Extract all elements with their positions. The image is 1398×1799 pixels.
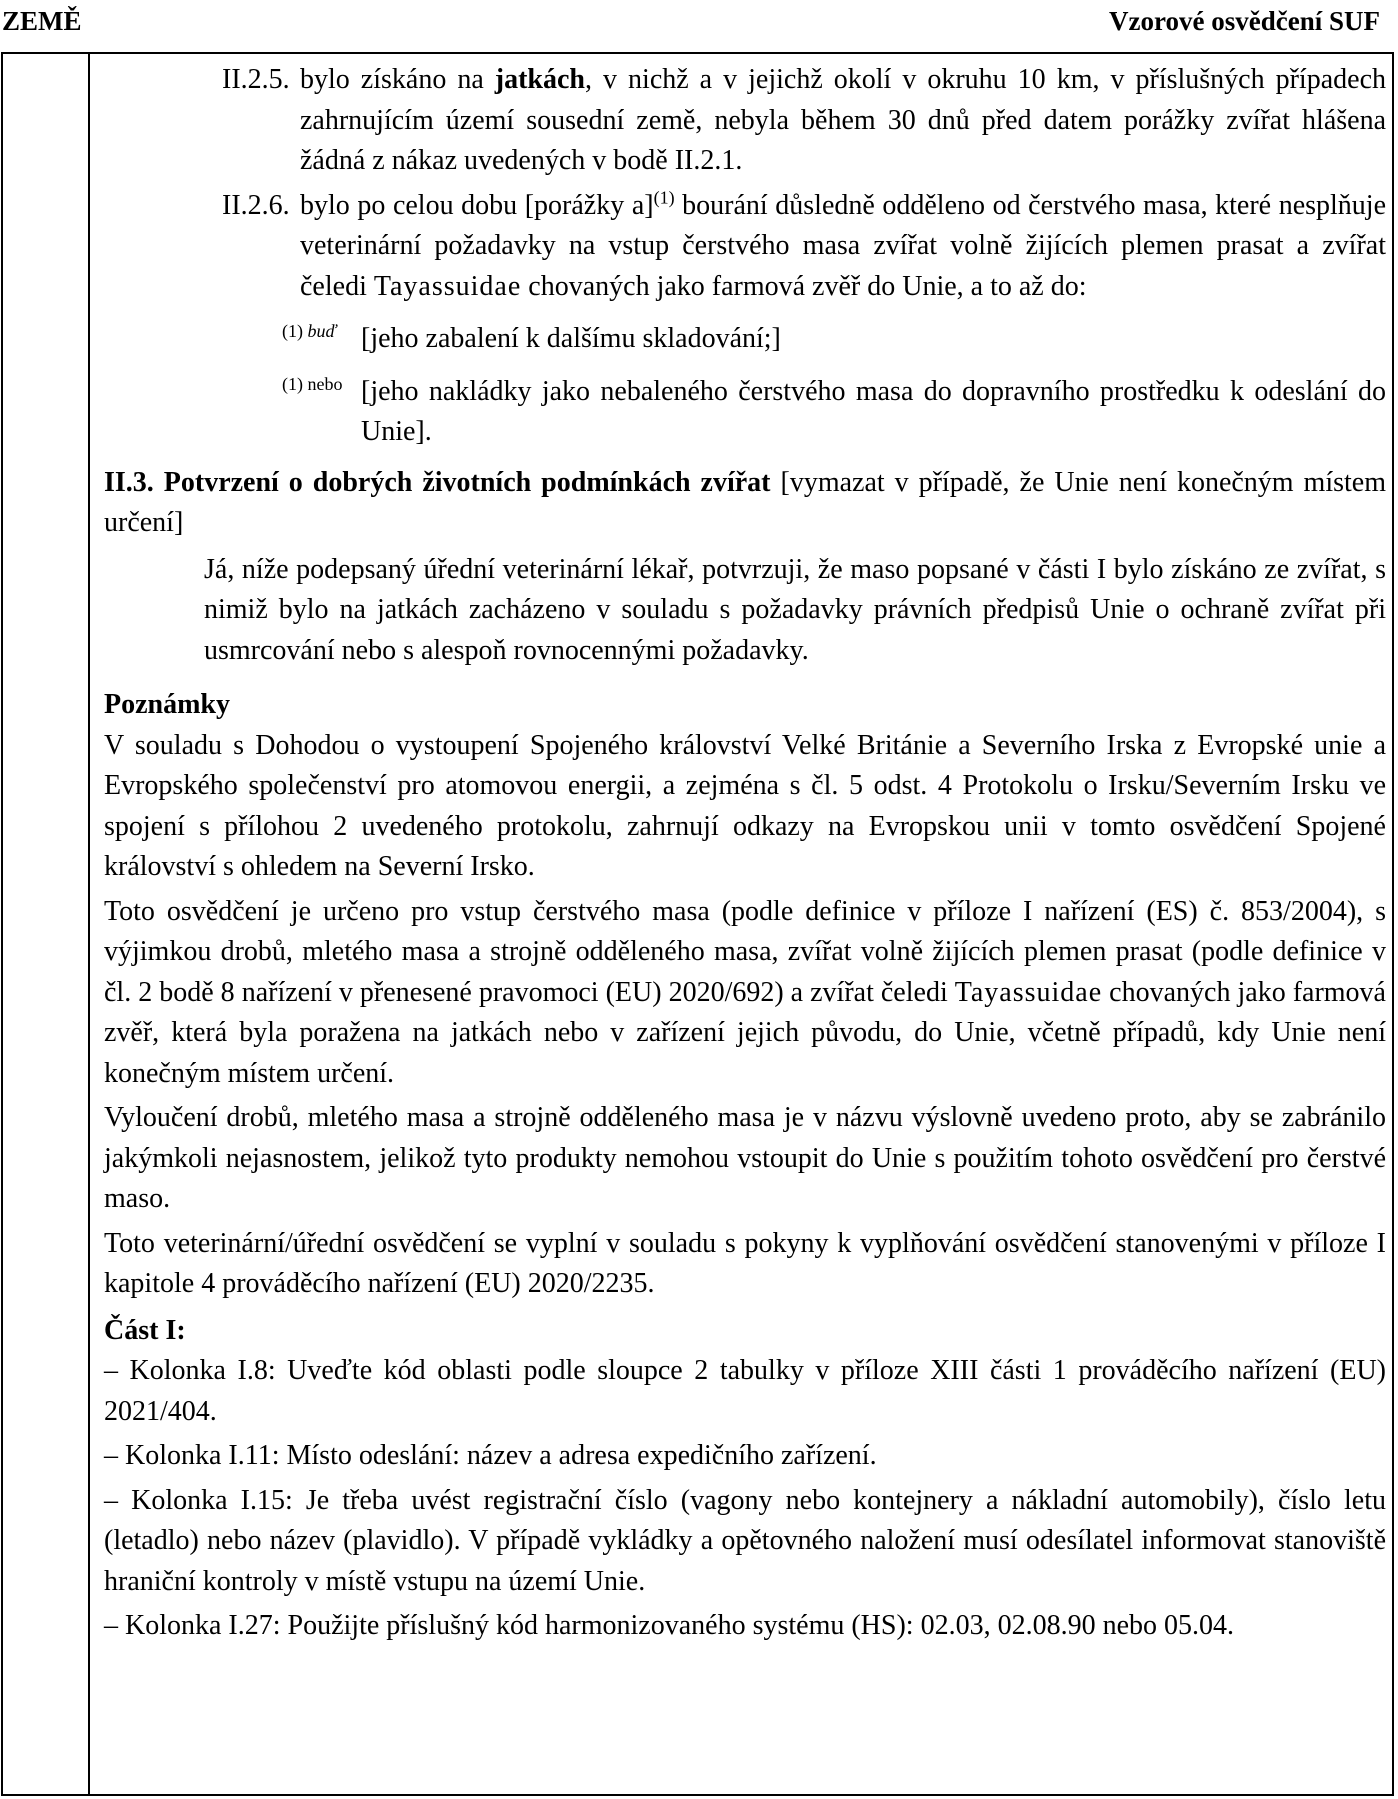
section-ii-3-body: Já, níže podepsaný úřední veterinární lékař, potvrzuji, že maso popsané v části I bylo získáno ze zvířat, s nimiž bylo na jatkách zacházeno v souladu s požadavky právních předpisů Unie o ochraně zvířat při usmrcování nebo s alespoň rovnocennými požadavky.: [204, 553, 1386, 666]
notes-paragraph-1: V souladu s Dohodou o vystoupení Spojeného království Velké Británie a Severního Irska z Evropské unie a Evropského společenství pro atomovou energii, a zejména s čl. 5 odst. 4 Protokolu o Irsku/Severním Irsku ve spojení s přílohou 2 uvedeného protokolu, zahrnují odkazy na Evropskou unii v tomto osvědčení Spojené království s ohledem na Severní Irsko.: [104, 729, 1386, 882]
option-or: (1) nebo [jeho nakládky jako nebaleného čerstvého masa do dopravního prostředku k odeslání do Unie].: [104, 372, 1386, 453]
notes-paragraph-4: Toto veterinární/úřední osvědčení se vyplní v souladu s pokyny k vyplňování osvědčení stanovenými v příloze I kapitole 4 prováděcího nařízení (EU) 2020/2235.: [104, 1227, 1386, 1299]
page-header: [0, 4, 1380, 44]
option-either: (1) buď [jeho zabalení k dalšímu skladování;]: [104, 319, 1386, 360]
notes-title: Poznámky: [104, 689, 230, 720]
box-i-27: – Kolonka I.27: Použijte příslušný kód harmonizovaného systému (HS): 02.03, 02.08.90 nebo 05.04.: [104, 1610, 1234, 1641]
item-number: II.2.5.: [222, 64, 290, 95]
part-i-title: Část I:: [104, 1314, 186, 1346]
notes-paragraph-2: Toto osvědčení je určeno pro vstup čerstvého masa (podle definice v příloze I nařízení (ES) č. 853/2004), s výjimkou drobů, mletého masa a strojně odděleného masa, zvířat volně žijících plemen prasat (podle definice v čl. 2 bodě 8 nařízení v přenesené pravomoci (EU) 2020/692) a zvířat čeledi Tayassuidae chovaných jako farmová zvěř, která byla poražena na jatkách nebo v zařízení jejich původu, do Unie, včetně případů, kdy Unie není konečným místem určení.: [104, 895, 1386, 1089]
notes-paragraph-3: Vyloučení drobů, mletého masa a strojně odděleného masa je v názvu výslovně uvedeno proto, aby se zabránilo jakýmkoli nejasnostem, jelikož tyto produkty nemohou vstoupit do Unie s použitím tohoto osvědčení pro čerstvé maso.: [104, 1102, 1386, 1214]
section-title: II.3. Potvrzení o dobrých životních podmínkách zvířat: [104, 466, 771, 498]
option-label: (1) buď: [282, 321, 337, 341]
box-i-11: – Kolonka I.11: Místo odeslání: název a adresa expedičního zařízení.: [104, 1440, 877, 1471]
header-certificate-title: Vzorové osvědčení SUF: [1109, 6, 1380, 36]
item-number: II.2.6.: [222, 189, 290, 221]
box-i-8: – Kolonka I.8: Uveďte kód oblasti podle sloupce 2 tabulky v příloze XIII části 1 prováděcího nařízení (EU) 2021/404.: [104, 1355, 1386, 1427]
item-ii-2-6: II.2.6. bylo po celou dobu [porážky a]$^{(1)}$ bourání důsledně odděleno od čerstvého masa, které nesplňuje veterinární požadavky na vstup čerstvého masa zvířat volně žijících plemen prasat a zvířat čeledi Tayassuidae chovaných jako farmová zvěř do Unie, a to až do:: [222, 187, 1387, 302]
section-ii-3: II.3. Potvrzení o dobrých životních podmínkách zvířat [vymazat v případě, že Unie není konečným místem určení]: [104, 466, 1386, 538]
option-label: (1) nebo: [282, 373, 343, 394]
column-divider: [88, 54, 90, 1794]
box-i-15: – Kolonka I.15: Je třeba uvést registrační číslo (vagony nebo kontejnery a nákladní automobily), číslo letu (letadlo) nebo název (plavidlo). V případě vykládky a opětovného naložení musí odesílatel informovat stanoviště hraniční kontroly v místě vstupu na území Unie.: [104, 1484, 1386, 1597]
item-ii-2-5: II.2.5. bylo získáno na jatkách, v nichž a v jejichž okolí v okruhu 10 km, v příslušných případech zahrnujícím území sousední země, nebyla během 30 dnů před datem porážky zvířat hlášena žádná z nákaz uvedených v bodě II.2.1.: [104, 60, 1386, 182]
header-country: ZEMĚ: [2, 6, 82, 36]
certificate-content: [104, 60, 1386, 1647]
certificate-frame: [1, 52, 1394, 1796]
